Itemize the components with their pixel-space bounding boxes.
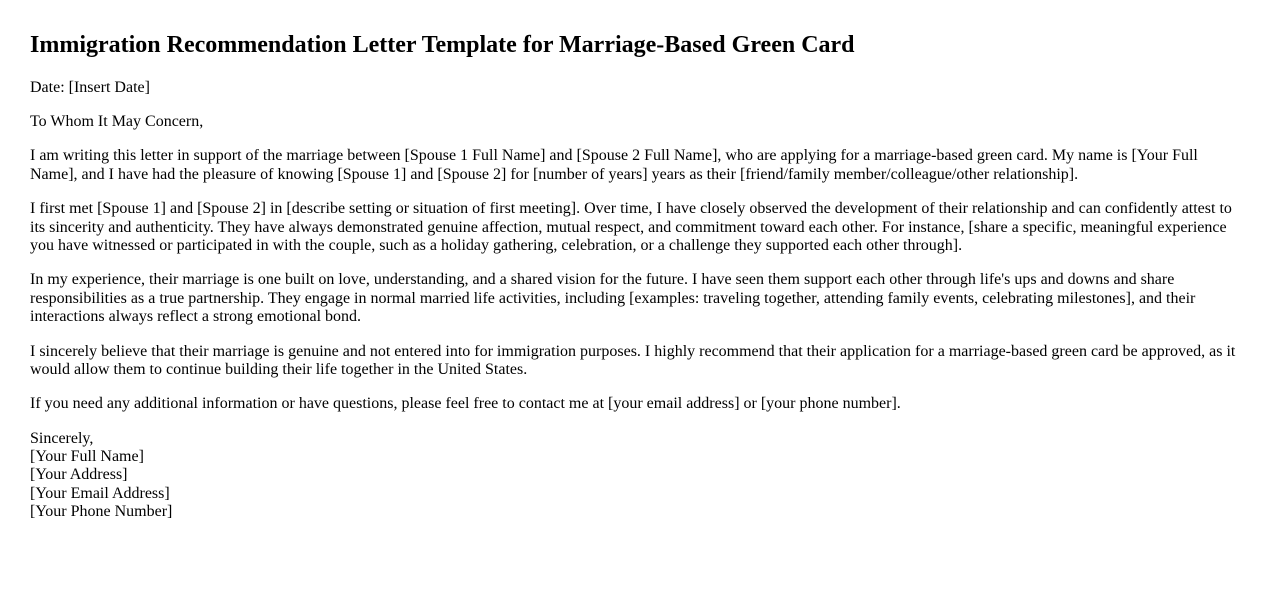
signature-phone: [Your Phone Number] — [30, 503, 173, 521]
date-line: Date: [Insert Date] — [30, 78, 150, 96]
signature-block — [30, 430, 1248, 522]
signature-email: [Your Email Address] — [30, 484, 170, 502]
body-paragraph-1: I am writing this letter in support of the marriage between [Spouse 1 Full Name] and [Spouse 2 Full Name], who are applying for a marriage-based green card. My name is [Your Full Name], and I have had the pleasure of knowing [Spouse 1] and [Spouse 2] for [number of years] years as their [friend/family member/colleague/other relationship]. — [30, 147, 1198, 183]
salutation: To Whom It May Concern, — [30, 112, 204, 130]
body-paragraph-3: In my experience, their marriage is one built on love, understanding, and a shared vision for the future. I have seen them support each other through life's ups and downs and share responsibilities as a true partnership. They engage in normal married life activities, including [examples: traveling together, attending family events, celebrating milestones], and their interactions always reflect a strong emotional bond. — [30, 271, 1196, 326]
signature-sign-off: Sincerely, — [30, 429, 94, 447]
contact-paragraph: If you need any additional information or have questions, please feel free to contact me at [your email address] or [your phone number]. — [30, 395, 901, 413]
page-title: Immigration Recommendation Letter Template for Marriage-Based Green Card — [30, 32, 855, 58]
signature-address: [Your Address] — [30, 466, 128, 484]
signature-full-name: [Your Full Name] — [30, 448, 144, 466]
body-paragraph-2: I first met [Spouse 1] and [Spouse 2] in [describe setting or situation of first meeting]. Over time, I have closely observed the development of their relationship and can confidently attest to its sincerity and authenticity. They have always demonstrated genuine affection, mutual respect, and commitment toward each other. For instance, [share a specific, meaningful experience you have witnessed or participated in with the couple, such as a holiday gathering, celebration, or a challenge they supported each other through]. — [30, 200, 1232, 254]
body-paragraph-4: I sincerely believe that their marriage is genuine and not entered into for immigration purposes. I highly recommend that their application for a marriage-based green card be approved, as it would allow them to continue building their life together in the United States. — [30, 342, 1236, 378]
